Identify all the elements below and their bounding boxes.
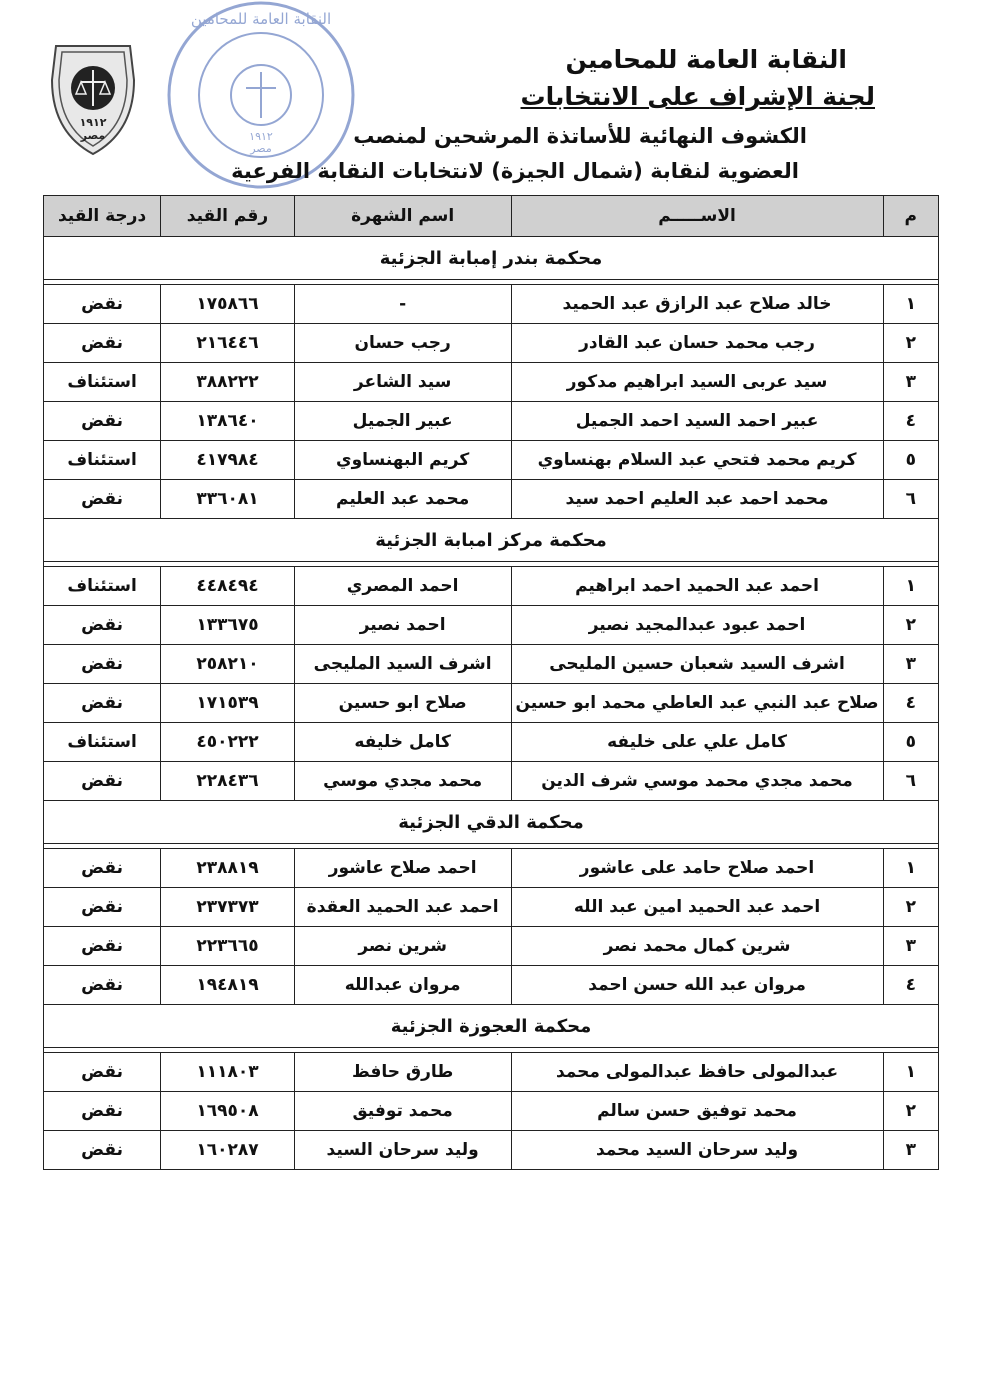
table-row (44, 606, 939, 645)
cell-registration-level: نقض (44, 966, 161, 1005)
cell-name: خالد صلاح عبد الرازق عبد الحميد (511, 285, 883, 324)
cell-name: سيد عربى السيد ابراهيم مدكور (511, 363, 883, 402)
table-row (44, 645, 939, 684)
cell-fame-name: - (294, 285, 511, 324)
cell-registration-number: ٢١٦٤٤٦ (161, 324, 295, 363)
cell-fame-name: احمد نصير (294, 606, 511, 645)
cell-registration-level: نقض (44, 402, 161, 441)
cell-fame-name: محمد توفيق (294, 1092, 511, 1131)
cell-number: ٣ (883, 645, 938, 684)
cell-name: رجب محمد حسان عبد القادر (511, 324, 883, 363)
cell-number: ٢ (883, 1092, 938, 1131)
table-row (44, 567, 939, 606)
table-row (44, 285, 939, 324)
cell-registration-level: نقض (44, 324, 161, 363)
cell-registration-number: ٤٤٨٤٩٤ (161, 567, 295, 606)
cell-registration-number: ٣٣٦٠٨١ (161, 480, 295, 519)
cell-registration-number: ٣٨٨٢٢٢ (161, 363, 295, 402)
table-row (44, 1131, 939, 1170)
section-header-row (44, 801, 939, 844)
cell-name: احمد عبد الحميد امين عبد الله (511, 888, 883, 927)
cell-name: عبدالمولى حافظ عبدالمولى محمد (511, 1053, 883, 1092)
cell-name: شرين كمال محمد نصر (511, 927, 883, 966)
cell-fame-name: عبير الجميل (294, 402, 511, 441)
table-row (44, 966, 939, 1005)
cell-registration-level: نقض (44, 762, 161, 801)
table-row (44, 1053, 939, 1092)
column-header-number: م (883, 196, 938, 237)
cell-fame-name: احمد عبد الحميد العقدة (294, 888, 511, 927)
table-row (44, 762, 939, 801)
cell-number: ٦ (883, 762, 938, 801)
cell-fame-name: احمد المصري (294, 567, 511, 606)
court-section-title: محكمة العجوزة الجزئية (44, 1005, 939, 1048)
cell-registration-level: نقض (44, 285, 161, 324)
logo-country: مصر (80, 129, 106, 142)
cell-registration-level: نقض (44, 927, 161, 966)
organization-title: النقابة العامة للمحامين (565, 45, 847, 74)
court-section-title: محكمة بندر إمبابة الجزئية (44, 237, 939, 280)
cell-registration-level: نقض (44, 684, 161, 723)
table-row (44, 402, 939, 441)
column-header-registration-level: درجة القيد (44, 196, 161, 237)
cell-number: ١ (883, 1053, 938, 1092)
table-row (44, 441, 939, 480)
cell-number: ٤ (883, 966, 938, 1005)
table-row (44, 324, 939, 363)
cell-registration-number: ١٧١٥٣٩ (161, 684, 295, 723)
cell-name: احمد صلاح حامد على عاشور (511, 849, 883, 888)
cell-registration-number: ٢٢٨٤٣٦ (161, 762, 295, 801)
cell-registration-number: ٢٢٣٦٦٥ (161, 927, 295, 966)
stamp-country: مصر (250, 142, 272, 155)
cell-registration-level: استئناف (44, 567, 161, 606)
cell-name: احمد عبد الحميد احمد ابراهيم (511, 567, 883, 606)
cell-number: ٥ (883, 441, 938, 480)
cell-name: محمد مجدي محمد موسي شرف الدين (511, 762, 883, 801)
table-body (44, 237, 939, 1170)
cell-number: ١ (883, 849, 938, 888)
cell-registration-number: ٢٣٨٨١٩ (161, 849, 295, 888)
column-header-registration-number: رقم القيد (161, 196, 295, 237)
cell-name: كريم محمد فتحي عبد السلام بهنساوي (511, 441, 883, 480)
cell-fame-name: محمد عبد العليم (294, 480, 511, 519)
cell-registration-level: استئناف (44, 723, 161, 762)
cell-number: ٣ (883, 363, 938, 402)
cell-registration-number: ٤١٧٩٨٤ (161, 441, 295, 480)
cell-fame-name: مروان عبدالله (294, 966, 511, 1005)
logo-year: ١٩١٢ (79, 116, 107, 129)
stamp-text: النقابة العامة للمحامين (190, 10, 332, 28)
cell-number: ٦ (883, 480, 938, 519)
cell-name: احمد عبود عبدالمجيد نصير (511, 606, 883, 645)
document-title-line2: العضوية لنقابة (شمال الجيزة) لانتخابات النقابة الفرعية (231, 159, 799, 183)
cell-fame-name: صلاح ابو حسين (294, 684, 511, 723)
cell-number: ١ (883, 567, 938, 606)
table-row (44, 480, 939, 519)
cell-registration-number: ١٩٤٨١٩ (161, 966, 295, 1005)
cell-registration-number: ٤٥٠٢٢٢ (161, 723, 295, 762)
cell-registration-level: نقض (44, 645, 161, 684)
column-header-name: الاســـــم (511, 196, 883, 237)
cell-registration-level: نقض (44, 888, 161, 927)
cell-number: ٤ (883, 684, 938, 723)
cell-number: ٢ (883, 606, 938, 645)
cell-name: محمد احمد عبد العليم احمد سيد (511, 480, 883, 519)
cell-fame-name: وليد سرحان السيد (294, 1131, 511, 1170)
cell-number: ٣ (883, 1131, 938, 1170)
table-row (44, 927, 939, 966)
section-header-row (44, 1005, 939, 1048)
cell-number: ٥ (883, 723, 938, 762)
column-header-fame-name: اسم الشهرة (294, 196, 511, 237)
cell-name: عبير احمد السيد احمد الجميل (511, 402, 883, 441)
cell-fame-name: محمد مجدي موسي (294, 762, 511, 801)
committee-title: لجنة الإشراف على الانتخابات (520, 82, 875, 111)
table-row (44, 1092, 939, 1131)
cell-fame-name: رجب حسان (294, 324, 511, 363)
cell-fame-name: طارق حافظ (294, 1053, 511, 1092)
cell-registration-number: ٢٥٨٢١٠ (161, 645, 295, 684)
cell-registration-level: نقض (44, 1092, 161, 1131)
cell-registration-level: نقض (44, 480, 161, 519)
table-row (44, 888, 939, 927)
cell-registration-number: ١٣٣٦٧٥ (161, 606, 295, 645)
cell-registration-number: ١٧٥٨٦٦ (161, 285, 295, 324)
section-header-row (44, 519, 939, 562)
cell-name: كامل علي على خليفه (511, 723, 883, 762)
cell-registration-number: ١٦٩٥٠٨ (161, 1092, 295, 1131)
stamp-year: ١٩١٢ (249, 130, 273, 143)
cell-fame-name: اشرف السيد المليجى (294, 645, 511, 684)
court-section-title: محكمة الدقي الجزئية (44, 801, 939, 844)
cell-registration-level: استئناف (44, 363, 161, 402)
cell-fame-name: احمد صلاح عاشور (294, 849, 511, 888)
cell-fame-name: كريم البهنساوي (294, 441, 511, 480)
cell-name: وليد سرحان السيد محمد (511, 1131, 883, 1170)
section-header-row (44, 237, 939, 280)
cell-number: ٢ (883, 324, 938, 363)
candidates-table (43, 195, 939, 1170)
cell-fame-name: كامل خليفه (294, 723, 511, 762)
cell-name: صلاح عبد النبي عبد العاطي محمد ابو حسين (511, 684, 883, 723)
cell-registration-level: نقض (44, 606, 161, 645)
cell-registration-level: استئناف (44, 441, 161, 480)
cell-registration-level: نقض (44, 849, 161, 888)
cell-name: محمد توفيق حسن سالم (511, 1092, 883, 1131)
table-row (44, 363, 939, 402)
cell-registration-number: ١١١٨٠٣ (161, 1053, 295, 1092)
cell-number: ٢ (883, 888, 938, 927)
cell-number: ٤ (883, 402, 938, 441)
cell-registration-number: ١٣٨٦٤٠ (161, 402, 295, 441)
cell-fame-name: سيد الشاعر (294, 363, 511, 402)
bar-association-logo-icon (48, 40, 138, 158)
cell-name: اشرف السيد شعبان حسين المليحى (511, 645, 883, 684)
document-title-line1: الكشوف النهائية للأساتذة المرشحين لمنصب (353, 124, 807, 148)
cell-registration-level: نقض (44, 1131, 161, 1170)
cell-registration-level: نقض (44, 1053, 161, 1092)
cell-number: ١ (883, 285, 938, 324)
table-row (44, 849, 939, 888)
cell-number: ٣ (883, 927, 938, 966)
court-section-title: محكمة مركز امبابة الجزئية (44, 519, 939, 562)
cell-name: مروان عبد الله حسن احمد (511, 966, 883, 1005)
cell-registration-number: ١٦٠٢٨٧ (161, 1131, 295, 1170)
cell-registration-number: ٢٣٧٣٧٣ (161, 888, 295, 927)
table-row (44, 684, 939, 723)
table-row (44, 723, 939, 762)
cell-fame-name: شرين نصر (294, 927, 511, 966)
table-header-row (44, 196, 939, 237)
